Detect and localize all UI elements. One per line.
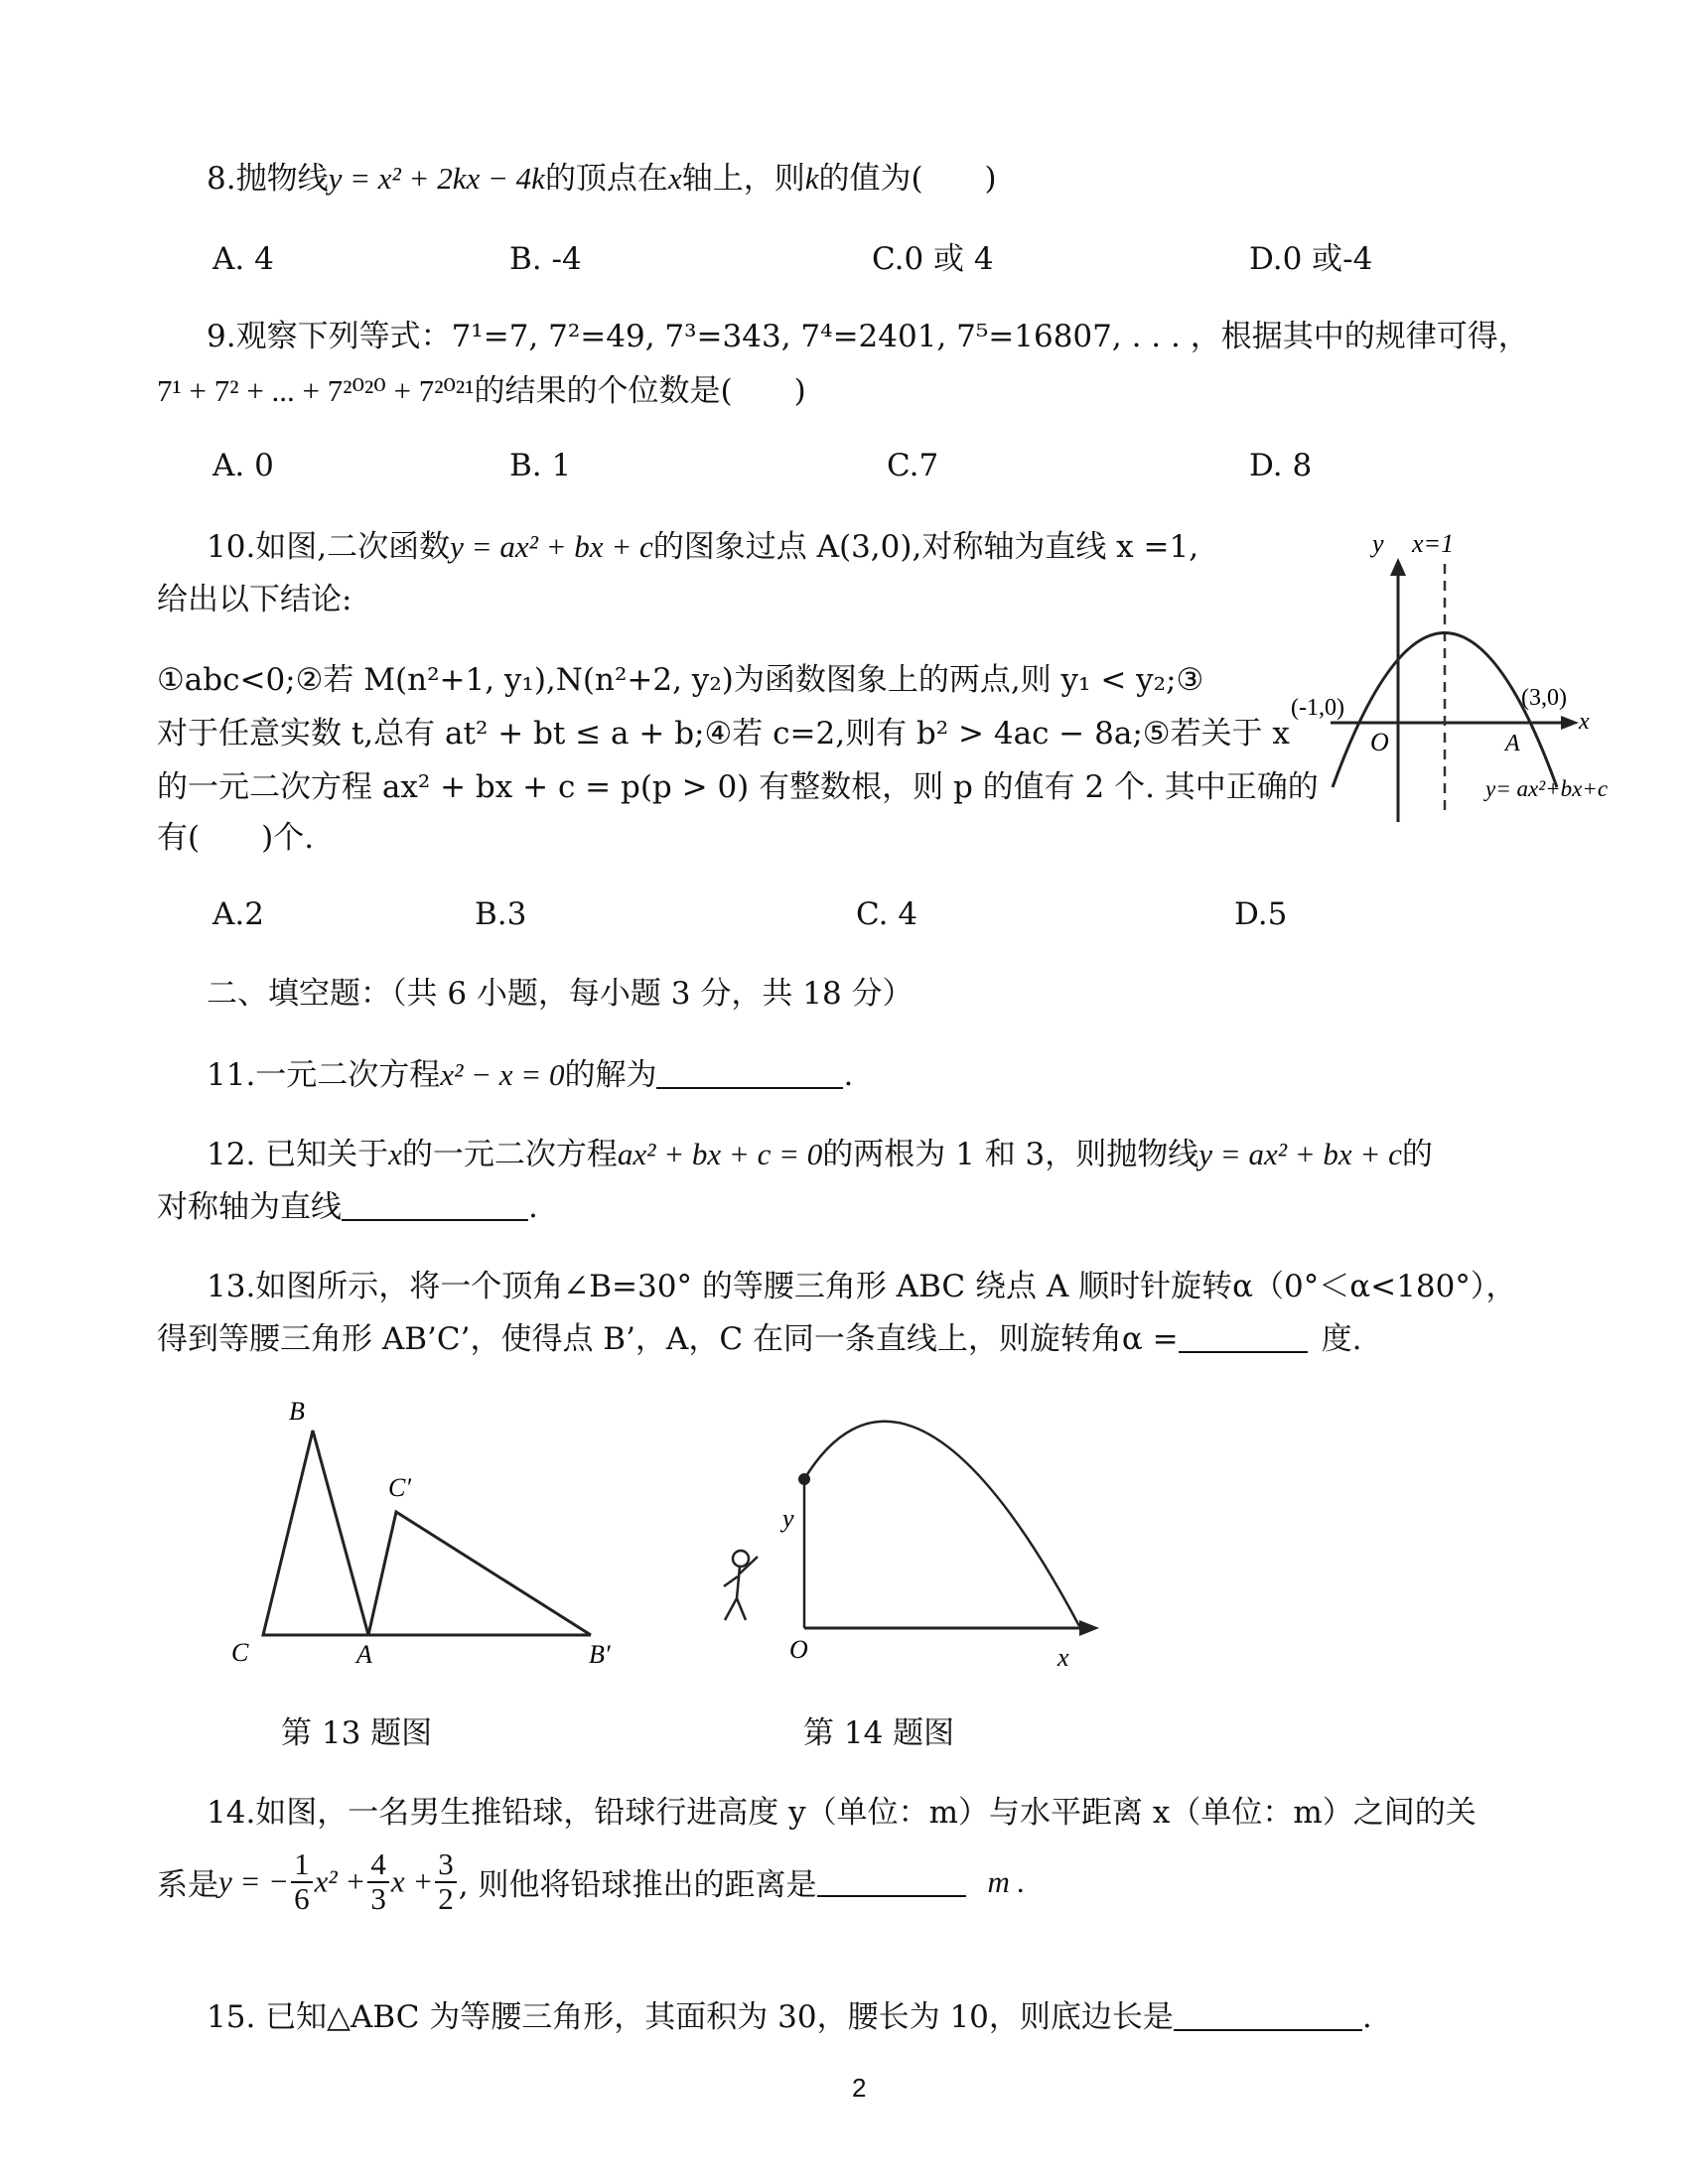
q9-expression: 7¹ + 7² + ... + 7²⁰²⁰ + 7²⁰²¹的结果的个位数是( ) xyxy=(157,373,806,409)
fraction-four-thirds: $\frac{4}{3}$ xyxy=(367,1848,389,1915)
origin-label: O xyxy=(789,1635,808,1664)
origin-label: O xyxy=(1370,728,1389,756)
triangle-abc xyxy=(263,1431,368,1635)
vertex-c-prime-label: C′ xyxy=(388,1473,412,1502)
q13-answer-blank xyxy=(1179,1323,1308,1353)
curve-equation-label: y= ax²+bx+c xyxy=(1485,776,1609,801)
q10-line-4: 对于任意实数 t,总有 at² + bt ≤ a + b;④若 c=2,则有 b² > 4ac − 8a;⑤若关于 x xyxy=(157,716,1290,751)
q10-option-d: D.5 xyxy=(1234,896,1288,932)
x-axis-label: x xyxy=(1579,709,1590,735)
q14-shot-put-figure xyxy=(710,1410,1127,1678)
point-a-label: A xyxy=(1505,731,1520,756)
q9-option-c: C.7 xyxy=(887,448,939,483)
vertex-a-label: A xyxy=(356,1640,372,1669)
vertex-c-label: C xyxy=(231,1638,249,1667)
q10-line-6: 有( )个. xyxy=(157,820,315,856)
q12-line-2: 对称轴为直线 . xyxy=(157,1189,538,1225)
q12-line-1: 12. 已知关于x的一元二次方程ax² + bx + c = 0的两根为 1 和 3，则抛物线y = ax² + bx + c的 xyxy=(207,1137,1433,1172)
x-axis-label: x xyxy=(1057,1643,1069,1672)
q15-answer-blank xyxy=(1174,2001,1362,2031)
y-axis-label: y xyxy=(782,1504,794,1533)
y-axis-arrow xyxy=(1390,558,1406,576)
fraction-one-sixth: $\frac{1}{6}$ xyxy=(291,1848,313,1915)
left-root-label: (-1,0) xyxy=(1291,695,1344,721)
q15-stem: 15. 已知△ABC 为等腰三角形，其面积为 30，腰长为 10，则底边长是 . xyxy=(207,1999,1372,2035)
q10-line-2: 给出以下结论: xyxy=(157,582,352,617)
vertex-b-prime-label: B′ xyxy=(589,1640,611,1669)
q8-option-b: B. -4 xyxy=(509,241,582,277)
q13-line-1: 13.如图所示，将一个顶角∠B=30° 的等腰三角形 ABC 绕点 A 顺时针旋转α（0°＜α<180°）， xyxy=(207,1269,1517,1304)
triangle-ab-c-prime xyxy=(368,1512,591,1635)
q10-option-b: B.3 xyxy=(475,896,527,932)
q13-figure-caption: 第 13 题图 xyxy=(281,1715,433,1751)
q11-stem: 11.一元二次方程x² − x = 0的解为 . xyxy=(207,1057,854,1093)
page-number: 2 xyxy=(852,2073,867,2103)
y-axis-label: y xyxy=(1372,529,1384,558)
symmetry-axis-label: x=1 xyxy=(1412,529,1455,558)
q9-stem: 9.观察下列等式：7¹=7, 7²=49, 7³=343, 7⁴=2401, 7⁵=16807, . . . ，根据其中的规律可得， xyxy=(207,319,1529,354)
q14-answer-blank xyxy=(817,1867,966,1897)
q10-line-1: 10.如图,二次函数y = ax² + bx + c的图象过点 A(3,0),对称轴为直线 x =1, xyxy=(207,529,1199,565)
q10-option-a: A.2 xyxy=(212,896,264,932)
q8-stem: 8.抛物线y = x² + 2kx − 4k的顶点在x轴上，则k的值为( ) xyxy=(207,161,997,197)
q9-option-d: D. 8 xyxy=(1249,448,1313,483)
q10-line-3: ①abc<0;②若 M(n²+1, y₁),N(n²+2, y₂)为函数图象上的两点,则 y₁ < y₂;③ xyxy=(157,662,1204,698)
q9-option-a: A. 0 xyxy=(212,448,274,483)
trajectory-curve xyxy=(804,1422,1079,1626)
q14-line-1: 14.如图，一名男生推铅球，铅球行进高度 y（单位：m）与水平距离 x（单位：m）之间的关 xyxy=(207,1795,1477,1831)
section-2-heading: 二、填空题：（共 6 小题，每小题 3 分，共 18 分） xyxy=(207,976,914,1012)
q8-option-a: A. 4 xyxy=(212,241,274,277)
fraction-three-halves: $\frac{3}{2}$ xyxy=(435,1848,457,1915)
q14-figure-caption: 第 14 题图 xyxy=(803,1715,955,1751)
q14-line-2: 系是y = − $\frac{1}{6}$ x² + $\frac{4}{3}$ x + $\frac{3}{2}$ , 则他将铅球推出的距离是 m . xyxy=(157,1846,1026,1916)
vertex-b-label: B xyxy=(289,1397,305,1426)
student-figure xyxy=(724,1551,758,1620)
q11-answer-blank xyxy=(656,1059,843,1089)
q12-answer-blank xyxy=(342,1191,528,1221)
x-axis-arrow xyxy=(1079,1620,1099,1636)
right-root-label: (3,0) xyxy=(1521,685,1567,711)
x-axis-arrow xyxy=(1561,716,1579,730)
q8-option-d: D.0 或-4 xyxy=(1249,241,1373,277)
q8-option-c: C.0 或 4 xyxy=(872,241,994,277)
q10-parabola-figure xyxy=(1291,524,1668,834)
q10-line-5: 的一元二次方程 ax² + bx + c = p(p > 0) 有整数根，则 p 的值有 2 个. 其中正确的 xyxy=(157,769,1319,805)
q13-triangle-figure xyxy=(223,1385,660,1673)
q10-option-c: C. 4 xyxy=(856,896,918,932)
q9-option-b: B. 1 xyxy=(509,448,572,483)
q13-line-2: 得到等腰三角形 AB’C’，使得点 B’，A，C 在同一条直线上，则旋转角α = 度. xyxy=(157,1321,1362,1357)
